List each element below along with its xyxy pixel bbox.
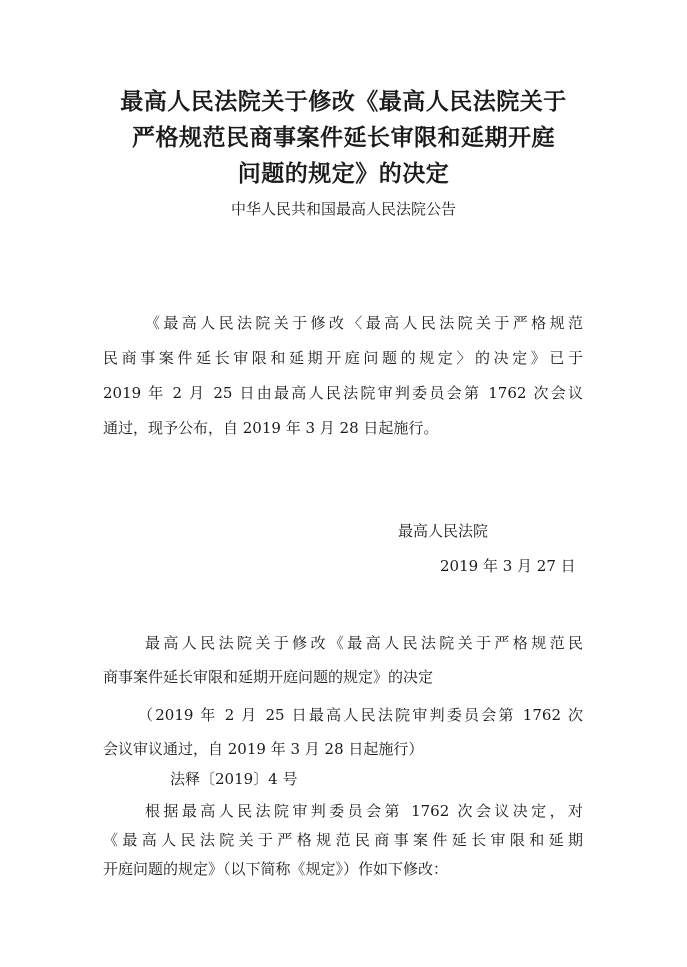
text-line: 《最高人民法院关于严格规范民商事案件延长审限和延期 [103, 831, 583, 849]
document-subtitle: 中华人民共和国最高人民法院公告 [230, 200, 456, 218]
text-line: 2019 年 2 月 25 日由最高人民法院审判委员会第 1762 次会议 [103, 384, 583, 402]
title-line: 严格规范民商事案件延长审限和延期开庭 [132, 125, 555, 151]
document-number: 法释〔2019〕4 号 [170, 770, 298, 788]
text-line: 《最高人民法院关于修改〈最高人民法院关于严格规范 [145, 314, 583, 332]
text-line: 会议审议通过，自 2019 年 3 月 28 日起施行） [103, 740, 424, 758]
text-line: 商事案件延长审限和延期开庭问题的规定》的决定 [103, 668, 434, 686]
title-line: 最高人民法院关于修改《最高人民法院关于 [120, 89, 567, 115]
signature-organization: 最高人民法院 [398, 522, 489, 540]
text-line: 民商事案件延长审限和延期开庭问题的规定〉的决定》已于 [103, 349, 583, 367]
text-line: 通过，现予公布，自 2019 年 3 月 28 日起施行。 [103, 419, 439, 437]
text-line: 开庭问题的规定》（以下简称《规定》）作如下修改： [103, 860, 449, 878]
adoption-note [103, 698, 583, 766]
body-paragraph [103, 797, 583, 884]
text-line: 最高人民法院关于修改《最高人民法院关于严格规范民 [145, 634, 583, 652]
title-line: 问题的规定》的决定 [237, 161, 450, 187]
signature-date: 2019 年 3 月 27 日 [440, 557, 576, 575]
decision-title [103, 626, 583, 694]
text-line: （2019 年 2 月 25 日最高人民法院审判委员会第 1762 次 [138, 706, 583, 724]
announcement-paragraph [103, 306, 583, 446]
text-line: 根据最高人民法院审判委员会第 1762 次会议决定，对 [145, 802, 583, 820]
document-title [0, 84, 687, 192]
